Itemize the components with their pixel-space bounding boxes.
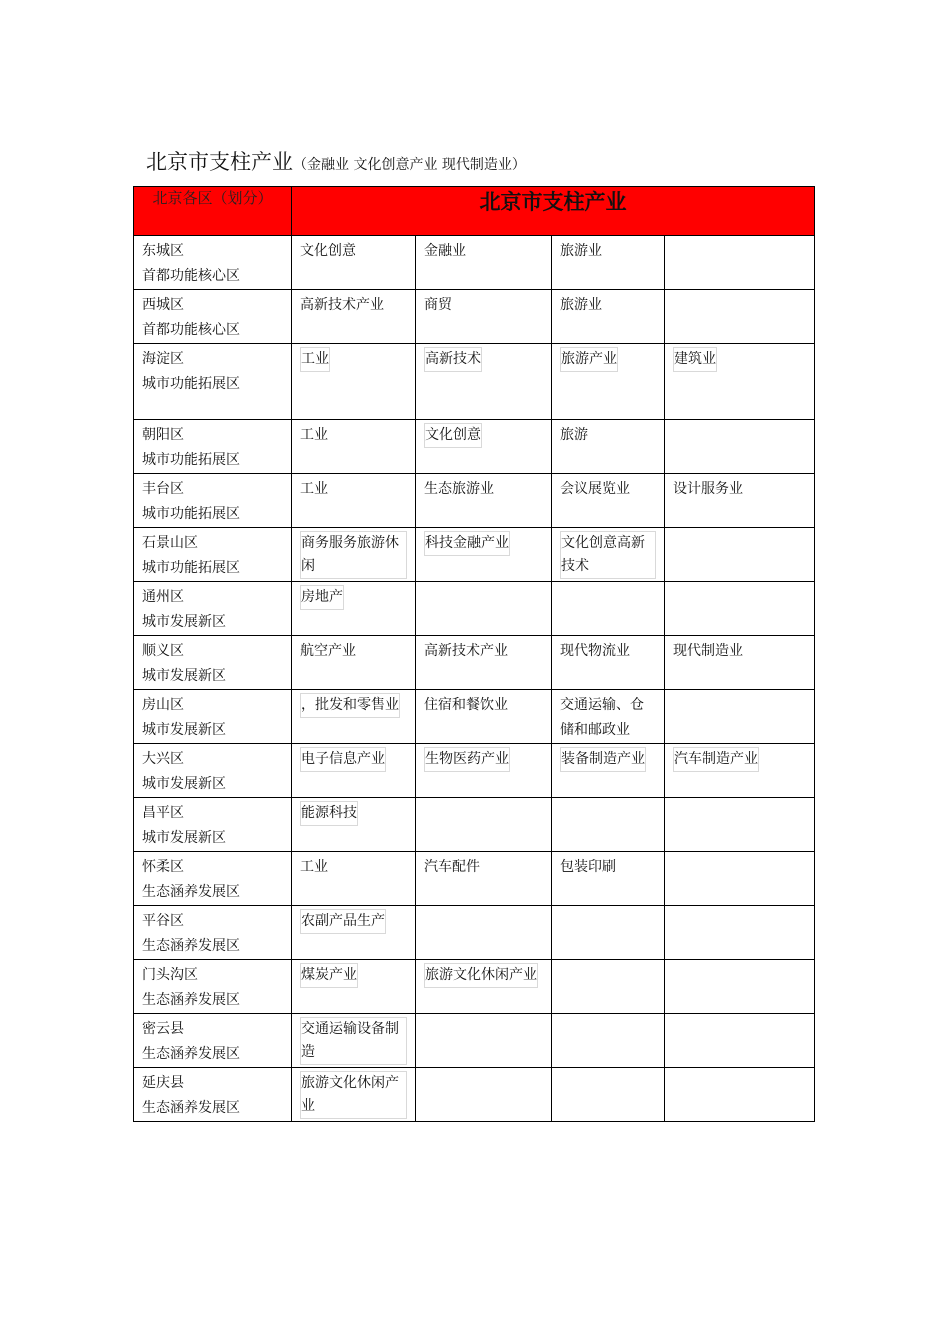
table-row: [134, 636, 815, 690]
title-subtitle: （金融业 文化创意产业 现代制造业）: [293, 157, 526, 173]
district-zone: 生态涵养发展区: [142, 884, 240, 900]
industry-label: 现代物流业: [560, 643, 630, 659]
industry-cell: [292, 636, 416, 690]
industry-label: 工业: [300, 347, 330, 372]
district-zone: 城市功能拓展区: [142, 506, 240, 522]
district-zone: 城市功能拓展区: [142, 376, 240, 392]
district-name: 通州区: [142, 589, 184, 605]
district-cell: [134, 636, 292, 690]
table-row: [134, 1068, 815, 1122]
industry-cell: [665, 1068, 815, 1122]
industry-cell: [292, 528, 416, 582]
district-name: 东城区: [142, 243, 184, 259]
industry-cell: [416, 290, 552, 344]
industry-label: 生物医药产业: [424, 747, 510, 772]
industry-cell: [416, 690, 552, 744]
header-district: 北京各区（划分）: [134, 187, 292, 236]
industry-cell: [292, 344, 416, 420]
table-row: [134, 1014, 815, 1068]
district-zone: 城市发展新区: [142, 614, 226, 630]
industry-cell: [665, 528, 815, 582]
industry-cell: [552, 960, 665, 1014]
industry-label: ，批发和零售业: [300, 693, 400, 718]
industry-label: 高新技术: [424, 347, 482, 372]
district-zone: 城市发展新区: [142, 722, 226, 738]
district-name: 石景山区: [142, 535, 198, 551]
industry-cell: [416, 528, 552, 582]
district-name: 顺义区: [142, 643, 184, 659]
industry-cell: [552, 1068, 665, 1122]
industry-label: 房地产: [300, 585, 344, 610]
industry-label: 商贸: [424, 297, 452, 313]
district-zone: 城市发展新区: [142, 830, 226, 846]
industry-cell: [416, 798, 552, 852]
industry-cell: [665, 852, 815, 906]
industry-cell: [292, 582, 416, 636]
industry-cell: [552, 852, 665, 906]
district-cell: [134, 1068, 292, 1122]
industry-label: 科技金融产业: [424, 531, 510, 556]
industry-label: 文化创意: [424, 423, 482, 448]
district-zone: 城市发展新区: [142, 776, 226, 792]
district-name: 密云县: [142, 1021, 184, 1037]
industry-cell: [552, 290, 665, 344]
district-cell: [134, 960, 292, 1014]
industry-label: 航空产业: [300, 643, 356, 659]
industry-label: 高新技术产业: [424, 643, 508, 659]
industry-cell: [292, 690, 416, 744]
district-zone: 生态涵养发展区: [142, 938, 240, 954]
district-name: 怀柔区: [142, 859, 184, 875]
industry-label: 能源科技: [300, 801, 358, 826]
industry-cell: [665, 474, 815, 528]
table-row: [134, 528, 815, 582]
industry-label: 旅游业: [560, 243, 602, 259]
industry-cell: [665, 906, 815, 960]
district-cell: [134, 528, 292, 582]
district-name: 海淀区: [142, 351, 184, 367]
table-row: [134, 906, 815, 960]
industry-label: 会议展览业: [560, 481, 630, 497]
industry-cell: [292, 420, 416, 474]
header-industries: 北京市支柱产业: [292, 187, 815, 236]
industry-label: 金融业: [424, 243, 466, 259]
industry-cell: [665, 236, 815, 290]
district-name: 门头沟区: [142, 967, 198, 983]
industry-cell: [292, 960, 416, 1014]
table-row: [134, 960, 815, 1014]
district-zone: 生态涵养发展区: [142, 992, 240, 1008]
table-row: [134, 582, 815, 636]
industry-label: 旅游业: [560, 297, 602, 313]
industry-cell: [416, 474, 552, 528]
industry-label: 建筑业: [673, 347, 717, 372]
industry-cell: [552, 344, 665, 420]
industry-cell: [552, 798, 665, 852]
industry-cell: [292, 798, 416, 852]
industry-cell: [416, 960, 552, 1014]
table-row: [134, 798, 815, 852]
industry-label: 旅游文化休闲产业: [424, 963, 538, 988]
industry-cell: [416, 344, 552, 420]
district-zone: 城市发展新区: [142, 668, 226, 684]
district-name: 延庆县: [142, 1075, 184, 1091]
industry-label: 旅游文化休闲产业: [300, 1071, 407, 1119]
industry-label: 农副产品生产: [300, 909, 386, 934]
industry-cell: [416, 420, 552, 474]
industry-cell: [292, 1014, 416, 1068]
industry-label: 旅游: [560, 427, 588, 443]
industry-cell: [665, 690, 815, 744]
industry-label: 现代制造业: [673, 643, 743, 659]
district-cell: [134, 690, 292, 744]
district-zone: 城市功能拓展区: [142, 452, 240, 468]
industry-label: 工业: [300, 481, 328, 497]
table-row: [134, 690, 815, 744]
industry-cell: [552, 582, 665, 636]
industry-cell: [552, 474, 665, 528]
industry-cell: [552, 744, 665, 798]
district-zone: 首都功能核心区: [142, 322, 240, 338]
district-cell: [134, 798, 292, 852]
district-zone: 生态涵养发展区: [142, 1046, 240, 1062]
industry-cell: [292, 1068, 416, 1122]
industry-cell: [665, 798, 815, 852]
district-cell: [134, 744, 292, 798]
district-name: 平谷区: [142, 913, 184, 929]
industry-cell: [552, 1014, 665, 1068]
industry-cell: [292, 744, 416, 798]
industry-label: 商务服务旅游休闲: [300, 531, 407, 579]
industry-label: 设计服务业: [673, 481, 743, 497]
industry-label: 交通运输、仓储和邮政业: [560, 697, 644, 738]
industry-cell: [292, 474, 416, 528]
district-name: 大兴区: [142, 751, 184, 767]
district-cell: [134, 1014, 292, 1068]
industry-label: 工业: [300, 427, 328, 443]
industry-cell: [665, 290, 815, 344]
district-name: 丰台区: [142, 481, 184, 497]
district-name: 昌平区: [142, 805, 184, 821]
table-row: [134, 474, 815, 528]
district-cell: [134, 906, 292, 960]
industry-label: 工业: [300, 859, 328, 875]
table-row: [134, 290, 815, 344]
district-cell: [134, 852, 292, 906]
district-zone: 首都功能核心区: [142, 268, 240, 284]
industry-cell: [665, 582, 815, 636]
industry-cell: [416, 744, 552, 798]
industry-label: 生态旅游业: [424, 481, 494, 497]
industry-label: 文化创意: [300, 243, 356, 259]
industry-table: [133, 186, 815, 1122]
district-cell: [134, 582, 292, 636]
industry-cell: [665, 344, 815, 420]
industry-label: 旅游产业: [560, 347, 618, 372]
district-cell: [134, 420, 292, 474]
industry-label: 汽车制造产业: [673, 747, 759, 772]
table-row: [134, 744, 815, 798]
industry-label: 电子信息产业: [300, 747, 386, 772]
industry-cell: [552, 906, 665, 960]
table-body: [134, 236, 815, 1122]
table-row: [134, 420, 815, 474]
district-zone: 生态涵养发展区: [142, 1100, 240, 1116]
district-zone: 城市功能拓展区: [142, 560, 240, 576]
industry-cell: [292, 852, 416, 906]
industry-cell: [416, 636, 552, 690]
industry-cell: [665, 744, 815, 798]
table-row: [134, 236, 815, 290]
industry-cell: [552, 236, 665, 290]
industry-label: 煤炭产业: [300, 963, 358, 988]
industry-cell: [292, 236, 416, 290]
industry-cell: [416, 582, 552, 636]
district-cell: [134, 236, 292, 290]
industry-cell: [552, 528, 665, 582]
industry-cell: [416, 906, 552, 960]
industry-label: 包装印刷: [560, 859, 616, 875]
industry-label: 汽车配件: [424, 859, 480, 875]
industry-label: 高新技术产业: [300, 297, 384, 313]
industry-cell: [552, 690, 665, 744]
page-title: [146, 146, 526, 176]
industry-label: 装备制造产业: [560, 747, 646, 772]
table-header-row: [134, 187, 815, 236]
industry-cell: [665, 1014, 815, 1068]
industry-cell: [416, 1068, 552, 1122]
industry-cell: [665, 960, 815, 1014]
industry-cell: [552, 636, 665, 690]
industry-label: 住宿和餐饮业: [424, 697, 508, 713]
district-name: 西城区: [142, 297, 184, 313]
industry-cell: [416, 236, 552, 290]
table-row: [134, 344, 815, 420]
district-name: 房山区: [142, 697, 184, 713]
district-cell: [134, 474, 292, 528]
industry-label: 交通运输设备制造: [300, 1017, 407, 1065]
title-main: 北京市支柱产业: [146, 150, 293, 174]
industry-cell: [292, 906, 416, 960]
industry-cell: [665, 636, 815, 690]
district-name: 朝阳区: [142, 427, 184, 443]
table-row: [134, 852, 815, 906]
district-cell: [134, 290, 292, 344]
industry-cell: [552, 420, 665, 474]
industry-cell: [416, 852, 552, 906]
industry-cell: [416, 1014, 552, 1068]
industry-label: 文化创意高新技术: [560, 531, 656, 579]
industry-cell: [292, 290, 416, 344]
district-cell: [134, 344, 292, 420]
industry-cell: [665, 420, 815, 474]
